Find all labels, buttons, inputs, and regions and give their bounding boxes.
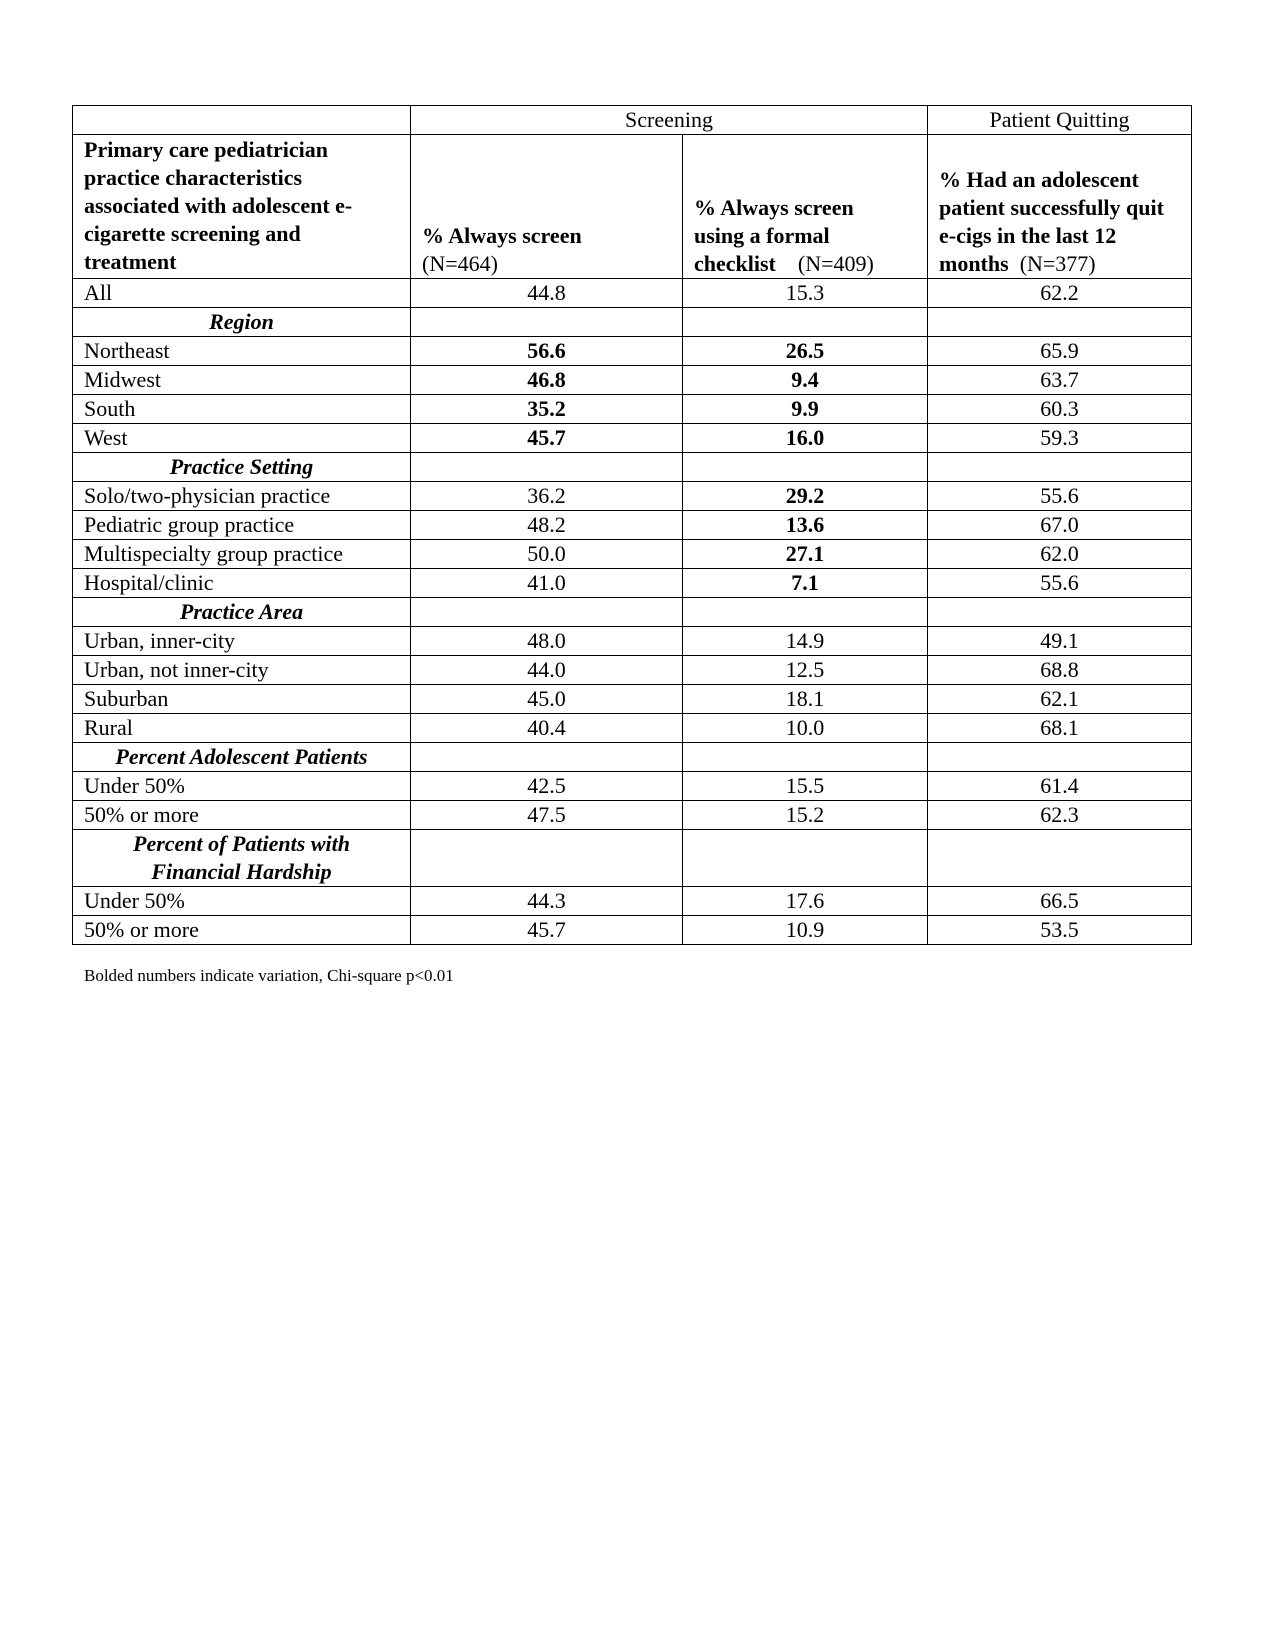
section-label: Practice Setting: [73, 453, 411, 482]
always-screen-value: 56.6: [411, 337, 683, 366]
header-quit-title: % Had an adolescent patient successfully quit e-cigs in the last 12 months: [939, 167, 1164, 276]
quit-value: 65.9: [928, 337, 1192, 366]
table-row: [73, 424, 1192, 453]
row-label: West: [73, 424, 411, 453]
row-label: Rural: [73, 714, 411, 743]
header-always-screen-title: % Always screen: [422, 223, 582, 248]
row-label: South: [73, 395, 411, 424]
section-row: [73, 830, 1192, 887]
empty-cell: [928, 453, 1192, 482]
results-table: [72, 105, 1192, 945]
always-screen-value: 44.8: [411, 279, 683, 308]
row-label: Under 50%: [73, 887, 411, 916]
formal-checklist-value: 16.0: [683, 424, 928, 453]
always-screen-value: 44.3: [411, 887, 683, 916]
table-footnote: Bolded numbers indicate variation, Chi-square p<0.01: [84, 966, 454, 985]
empty-cell: [683, 308, 928, 337]
quit-value: 68.8: [928, 656, 1192, 685]
header-formal-checklist-n: (N=409): [797, 251, 874, 276]
group-header-row: [73, 106, 1192, 135]
quit-value: 49.1: [928, 627, 1192, 656]
group-header-patient-quitting: Patient Quitting: [928, 106, 1192, 135]
formal-checklist-value: 10.9: [683, 916, 928, 945]
quit-value: 60.3: [928, 395, 1192, 424]
empty-cell: [683, 598, 928, 627]
quit-value: 55.6: [928, 482, 1192, 511]
always-screen-value: 45.7: [411, 916, 683, 945]
section-label: Percent Adolescent Patients: [73, 743, 411, 772]
empty-cell: [928, 308, 1192, 337]
always-screen-value: 41.0: [411, 569, 683, 598]
table-row: [73, 887, 1192, 916]
header-formal-checklist-title: % Always screen using a formal checklist: [694, 195, 854, 276]
empty-cell: [411, 453, 683, 482]
always-screen-value: 48.2: [411, 511, 683, 540]
always-screen-value: 36.2: [411, 482, 683, 511]
quit-value: 61.4: [928, 772, 1192, 801]
formal-checklist-value: 29.2: [683, 482, 928, 511]
formal-checklist-value: 15.5: [683, 772, 928, 801]
table-row: [73, 540, 1192, 569]
formal-checklist-value: 14.9: [683, 627, 928, 656]
table-row: [73, 714, 1192, 743]
always-screen-value: 35.2: [411, 395, 683, 424]
header-always-screen: [411, 135, 683, 279]
section-row: [73, 453, 1192, 482]
empty-cell: [928, 743, 1192, 772]
row-label: Pediatric group practice: [73, 511, 411, 540]
quit-value: 62.1: [928, 685, 1192, 714]
section-row: [73, 308, 1192, 337]
table-row: [73, 801, 1192, 830]
empty-cell: [411, 598, 683, 627]
table-row: [73, 482, 1192, 511]
row-label: Midwest: [73, 366, 411, 395]
empty-cell: [683, 743, 928, 772]
formal-checklist-value: 15.2: [683, 801, 928, 830]
table-row: [73, 685, 1192, 714]
always-screen-value: 50.0: [411, 540, 683, 569]
always-screen-value: 45.7: [411, 424, 683, 453]
always-screen-value: 45.0: [411, 685, 683, 714]
formal-checklist-value: 18.1: [683, 685, 928, 714]
row-label: Solo/two-physician practice: [73, 482, 411, 511]
empty-cell: [411, 830, 683, 887]
row-label: Multispecialty group practice: [73, 540, 411, 569]
quit-value: 68.1: [928, 714, 1192, 743]
quit-value: 63.7: [928, 366, 1192, 395]
section-row: [73, 743, 1192, 772]
quit-value: 62.2: [928, 279, 1192, 308]
formal-checklist-value: 17.6: [683, 887, 928, 916]
row-label: 50% or more: [73, 801, 411, 830]
row-label: Urban, not inner-city: [73, 656, 411, 685]
table-row: [73, 916, 1192, 945]
always-screen-value: 44.0: [411, 656, 683, 685]
empty-cell: [928, 830, 1192, 887]
formal-checklist-value: 7.1: [683, 569, 928, 598]
table-row: [73, 395, 1192, 424]
results-table-container: [72, 105, 1191, 945]
section-label: Region: [73, 308, 411, 337]
empty-cell: [683, 453, 928, 482]
header-formal-checklist: [683, 135, 928, 279]
empty-cell: [683, 830, 928, 887]
quit-value: 62.3: [928, 801, 1192, 830]
column-header-row: [73, 135, 1192, 279]
row-label: 50% or more: [73, 916, 411, 945]
table-row: [73, 511, 1192, 540]
formal-checklist-value: 12.5: [683, 656, 928, 685]
group-header-screening: Screening: [411, 106, 928, 135]
header-always-screen-n: (N=464): [422, 251, 498, 276]
always-screen-value: 47.5: [411, 801, 683, 830]
quit-value: 55.6: [928, 569, 1192, 598]
table-row: [73, 656, 1192, 685]
header-quit-n: (N=377): [1019, 251, 1096, 276]
formal-checklist-value: 10.0: [683, 714, 928, 743]
empty-cell: [411, 308, 683, 337]
section-label: Percent of Patients with Financial Hardship: [73, 830, 411, 887]
section-label: Practice Area: [73, 598, 411, 627]
row-label: Suburban: [73, 685, 411, 714]
formal-checklist-value: 26.5: [683, 337, 928, 366]
table-row: [73, 627, 1192, 656]
row-label: Hospital/clinic: [73, 569, 411, 598]
table-row: [73, 772, 1192, 801]
formal-checklist-value: 9.4: [683, 366, 928, 395]
always-screen-value: 48.0: [411, 627, 683, 656]
header-quit: [928, 135, 1192, 279]
row-label: Under 50%: [73, 772, 411, 801]
formal-checklist-value: 9.9: [683, 395, 928, 424]
formal-checklist-value: 27.1: [683, 540, 928, 569]
always-screen-value: 42.5: [411, 772, 683, 801]
quit-value: 66.5: [928, 887, 1192, 916]
quit-value: 53.5: [928, 916, 1192, 945]
quit-value: 67.0: [928, 511, 1192, 540]
always-screen-value: 46.8: [411, 366, 683, 395]
quit-value: 59.3: [928, 424, 1192, 453]
section-row: [73, 598, 1192, 627]
table-row: [73, 337, 1192, 366]
header-characteristic: Primary care pediatrician practice characteristics associated with adolescent e-cigarette screening and treatment: [73, 135, 411, 279]
empty-cell: [411, 743, 683, 772]
always-screen-value: 40.4: [411, 714, 683, 743]
formal-checklist-value: 15.3: [683, 279, 928, 308]
table-row: [73, 366, 1192, 395]
empty-cell: [928, 598, 1192, 627]
row-label: Urban, inner-city: [73, 627, 411, 656]
formal-checklist-value: 13.6: [683, 511, 928, 540]
row-label: All: [73, 279, 411, 308]
row-label: Northeast: [73, 337, 411, 366]
quit-value: 62.0: [928, 540, 1192, 569]
empty-corner-cell: [73, 106, 411, 135]
table-row: [73, 279, 1192, 308]
table-row: [73, 569, 1192, 598]
